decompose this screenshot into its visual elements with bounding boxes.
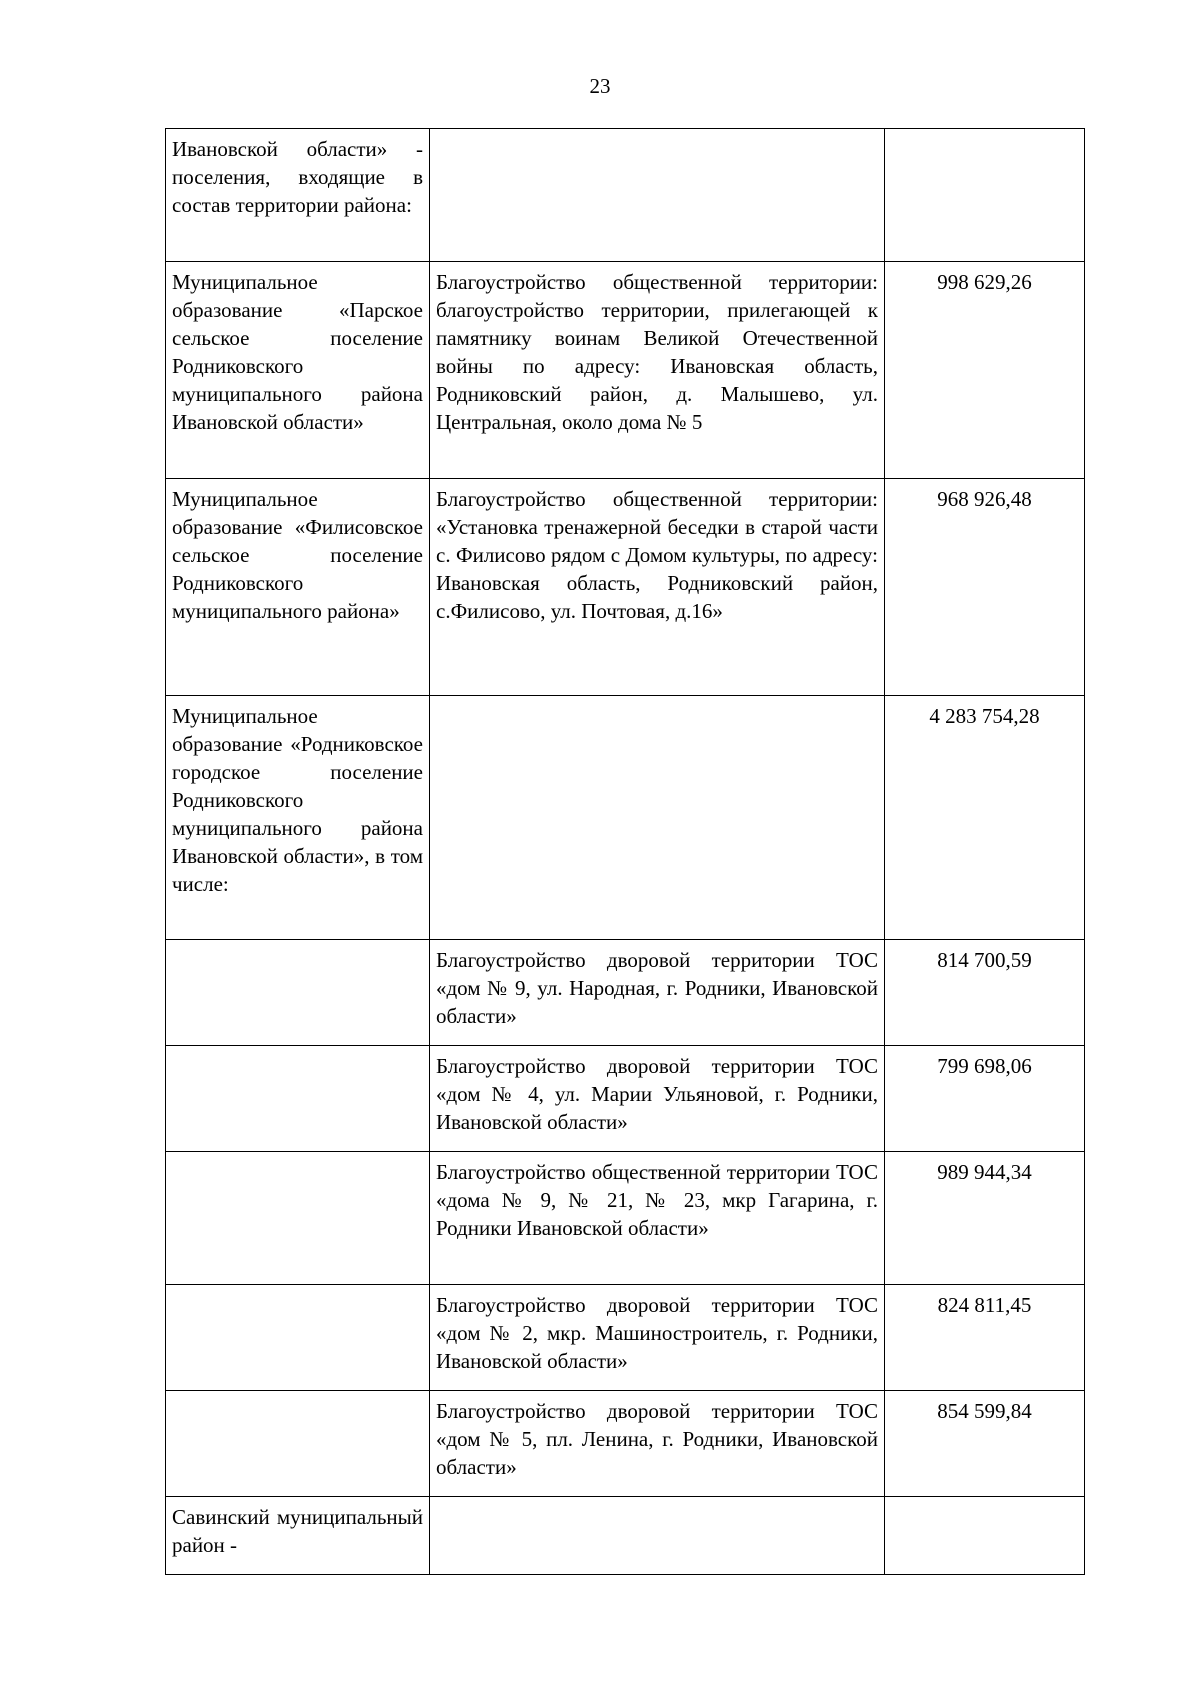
description-cell: Благоустройство дворовой территории ТОС «дом № 5, пл. Ленина, г. Родники, Ивановской области» (430, 1391, 885, 1497)
table-row (166, 940, 1085, 1046)
municipality-cell: Ивановской области» - поселения, входящие в состав территории района: (166, 129, 430, 262)
table-row (166, 1285, 1085, 1391)
amount-cell: 4 283 754,28 (885, 696, 1085, 940)
amount-cell: 814 700,59 (885, 940, 1085, 1046)
amount-cell: 824 811,45 (885, 1285, 1085, 1391)
description-cell (430, 1497, 885, 1575)
municipality-cell (166, 940, 430, 1046)
description-cell: Благоустройство дворовой территории ТОС «дом № 2, мкр. Машиностроитель, г. Родники, Ивановской области» (430, 1285, 885, 1391)
description-cell: Благоустройство общественной территории: благоустройство территории, прилегающей к памятнику воинам Великой Отечественной войны по адресу: Ивановская область, Родниковский район, д. Малышево, ул. Центральная, около дома № 5 (430, 262, 885, 479)
table-row (166, 1497, 1085, 1575)
table-row (166, 1152, 1085, 1285)
municipality-cell (166, 1152, 430, 1285)
subsidy-table (165, 128, 1085, 1575)
table-row (166, 696, 1085, 940)
municipality-cell: Муниципальное образование «Родниковское городское поселение Родниковского муниципального района Ивановской области», в том числе: (166, 696, 430, 940)
amount-cell: 854 599,84 (885, 1391, 1085, 1497)
municipality-cell: Муниципальное образование «Парское сельское поселение Родниковского муниципального района Ивановской области» (166, 262, 430, 479)
table-row (166, 1046, 1085, 1152)
description-cell: Благоустройство дворовой территории ТОС «дом № 4, ул. Марии Ульяновой, г. Родники, Ивановской области» (430, 1046, 885, 1152)
amount-cell: 998 629,26 (885, 262, 1085, 479)
description-cell: Благоустройство общественной территории: «Установка тренажерной беседки в старой части с. Филисово рядом с Домом культуры, по адресу: Ивановская область, Родниковский район, с.Филисово, ул. Почтовая, д.16» (430, 479, 885, 696)
amount-cell: 799 698,06 (885, 1046, 1085, 1152)
table-row (166, 1391, 1085, 1497)
table-row (166, 479, 1085, 696)
municipality-cell: Савинский муниципальный район - (166, 1497, 430, 1575)
municipality-cell (166, 1391, 430, 1497)
amount-cell: 989 944,34 (885, 1152, 1085, 1285)
amount-cell (885, 129, 1085, 262)
description-cell (430, 129, 885, 262)
page-number: 23 (589, 74, 611, 98)
municipality-cell (166, 1046, 430, 1152)
description-cell: Благоустройство общественной территории ТОС «дома № 9, № 21, № 23, мкр Гагарина, г. Родники Ивановской области» (430, 1152, 885, 1285)
description-cell: Благоустройство дворовой территории ТОС «дом № 9, ул. Народная, г. Родники, Ивановской области» (430, 940, 885, 1046)
description-cell (430, 696, 885, 940)
municipality-cell: Муниципальное образование «Филисовское сельское поселение Родниковского муниципального района» (166, 479, 430, 696)
table-row (166, 262, 1085, 479)
municipality-cell (166, 1285, 430, 1391)
table-row (166, 129, 1085, 262)
amount-cell (885, 1497, 1085, 1575)
amount-cell: 968 926,48 (885, 479, 1085, 696)
